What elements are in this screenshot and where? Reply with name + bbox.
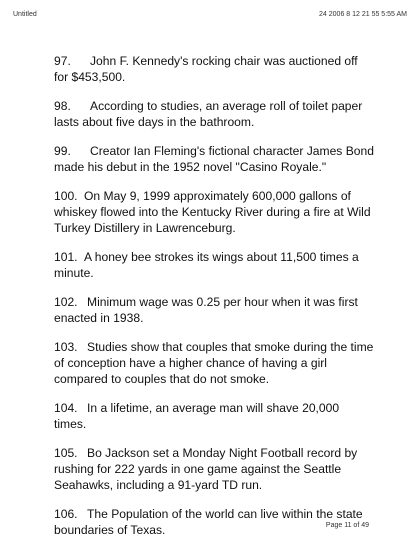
fact-text: A honey bee strokes its wings about 11,500 times a minute. [54,250,359,280]
fact-text: In a lifetime, an average man will shave 20,000 times. [54,401,340,431]
page-number: Page 11 of 49 [325,522,369,529]
fact-text: Minimum wage was 0.25 per hour when it was first enacted in 1938. [54,295,358,325]
fact-text: The Population of the world can live within the state boundaries of Texas. [54,507,363,537]
fact-item-103 [54,339,374,387]
fact-number: 106. [54,507,78,521]
fact-number: 104. [54,401,78,415]
fact-item-97 [54,53,374,85]
fact-item-100 [54,188,374,236]
fact-text: Studies show that couples that smoke during the time of conception have a higher chance of having a girl compared to couples that do not smoke. [54,340,374,386]
fact-item-102 [54,294,374,326]
fact-item-101 [54,249,374,281]
fact-item-99 [54,143,374,175]
fact-list [54,53,374,551]
fact-text: John F. Kennedy's rocking chair was auctioned off for $453,500. [54,54,358,84]
fact-number: 100. [54,189,78,203]
print-timestamp: 24 2006 8 12 21 55 5:55 AM [319,11,407,18]
fact-item-105 [54,445,374,493]
fact-number: 102. [54,295,78,309]
fact-item-98 [54,98,374,130]
fact-number: 98. [54,99,71,113]
fact-number: 103. [54,340,78,354]
fact-number: 97. [54,54,71,68]
fact-text: Creator Ian Fleming's fictional character James Bond made his debut in the 1952 novel "Casino Royale." [54,144,374,174]
fact-number: 99. [54,144,71,158]
fact-number: 105. [54,446,78,460]
fact-item-104 [54,400,374,432]
fact-text: Bo Jackson set a Monday Night Football record by rushing for 222 yards in one game against the Seattle Seahawks, including a 91-yard TD run. [54,446,358,492]
fact-text: On May 9, 1999 approximately 600,000 gallons of whiskey flowed into the Kentucky River during a fire at Wild Turkey Distillery in Lawrenceburg. [54,189,371,235]
document-title: Untitled [13,11,37,18]
fact-text: According to studies, an average roll of toilet paper lasts about five days in the bathroom. [54,99,363,129]
fact-number: 101. [54,250,78,264]
